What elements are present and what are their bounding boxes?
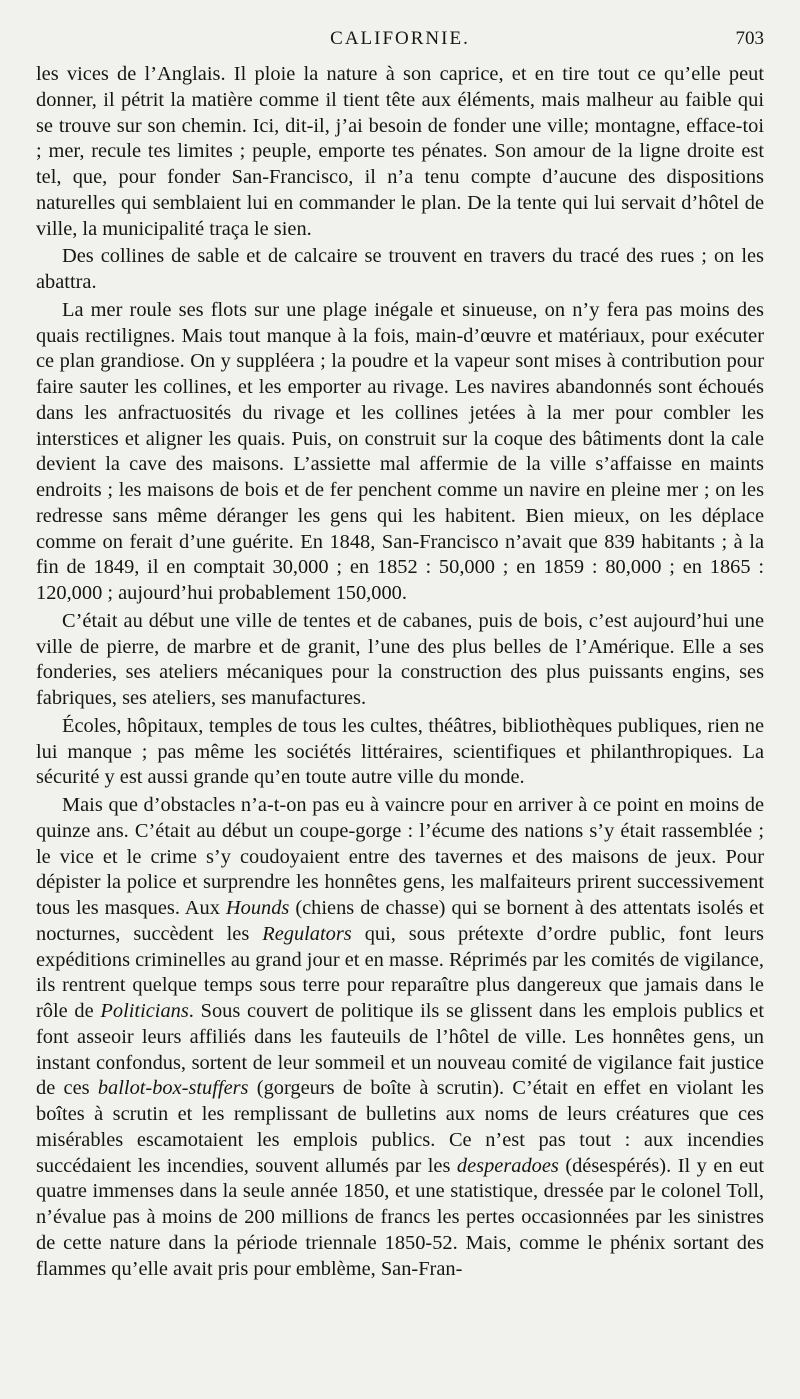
text-run: (désespérés). Il y en eut quatre immenses dans la seule année 1850, et une statistique, dressée par le colonel Toll, n’évalue pas à moins de 200 millions de francs les pertes occasionnées par les sinistres de cette nature dans la période triennale 1850-52. Mais, comme le phénix sortant des flammes qu’elle avait pris pour emblème, San-Fran- — [36, 1154, 764, 1280]
text-run: . Sous couvert de politique ils se glissent dans les emplois publics et font asseoir leurs affiliés dans les fauteuils de l’hôtel de ville. Les honnêtes gens, un instant confondus, sortent de leur sommeil et un nouveau comité de vigilance fait justice de ces — [36, 1000, 764, 1100]
text-run: Des collines de sable et de calcaire se trouvent en travers du tracé des rues ; on les abattra. — [36, 245, 764, 293]
paragraph — [36, 793, 764, 1282]
text-run: La mer roule ses flots sur une plage inégale et sinueuse, on n’y fera pas moins des quais rectilignes. Mais tout manque à la fois, main-d’œuvre et matériaux, pour exécuter ce plan grandiose. On y suppléera ; la poudre et la vapeur sont mises à contribution pour faire sauter les collines, et les emporter au rivage. Les navires abandonnés sont échoués dans les anfractuosités du rivage et les collines jetées à la mer pour combler les interstices et aligner les quais. Puis, on construit sur la coque des bâtiments dont la cale devient la cave des maisons. L’assiette mal affermie de la ville s’affaisse en maints endroits ; les maisons de bois et de fer penchent comme un navire en pleine mer ; on les redresse sans même déranger les gens qui les habitent. Bien mieux, on les déplace comme on ferait d’une guérite. En 1848, San-Francisco n’avait que 839 habitants ; à la fin de 1849, il en comptait 30,000 ; en 1852 : 50,000 ; en 1859 : 80,000 ; en 1865 : 120,000 ; aujourd’hui probablement 150,000. — [36, 298, 764, 604]
italic-term: Politicians — [100, 1000, 189, 1022]
text-run: Écoles, hôpitaux, temples de tous les cultes, théâtres, bibliothèques publiques, rien ne lui manque ; pas même les sociétés littéraires, scientifiques et philanthropiques. La sécurité y est aussi grande qu’en toute autre ville du monde. — [36, 714, 764, 789]
page-number: 703 — [735, 28, 764, 49]
page-header — [36, 28, 764, 62]
running-title: CALIFORNIE. — [330, 28, 470, 49]
body-text — [36, 62, 764, 1282]
paragraph — [36, 298, 764, 607]
italic-term: Hounds — [225, 897, 290, 919]
text-run: les vices de l’Anglais. Il ploie la nature à son caprice, et en tire tout ce qu’elle peut donner, il pétrit la matière comme il tient tête aux éléments, mais malheur au faible qui se trouve sur son chemin. Ici, dit-il, j’ai besoin de fonder une ville; montagne, efface-toi ; mer, recule tes limites ; peuple, emporte tes pénates. Son amour de la ligne droite est tel, que, pour fonder San-Francisco, il n’a tenu compte d’aucune des dispositions naturelles qui semblaient lui en commander le plan. De la tente qui lui servait d’hôtel de ville, la municipalité traça le sien. — [36, 63, 764, 240]
paragraph — [36, 714, 764, 791]
paragraph — [36, 244, 764, 296]
paragraph — [36, 62, 764, 242]
italic-term: ballot-box-stuffers — [97, 1077, 249, 1100]
text-run: (chiens de chasse) qui se bornent à des attentats isolés et nocturnes, succèdent les — [36, 897, 765, 945]
text-run: (gorgeurs de boîte à scrutin). C’était en effet en violant les boîtes à scrutin et les remplissant de bulletins aux noms de leurs créatures que ces misérables escamotaient les emplois publics. Ce n’est pas tout : aux incendies succédaient les incendies, souvent allumés par les — [36, 1077, 764, 1177]
italic-term: desperadoes — [456, 1154, 559, 1177]
text-run: Mais que d’obstacles n’a-t-on pas eu à vaincre pour en arriver à ce point en moins de quinze ans. C’était au début un coupe-gorge : l’écume des nations s’y était rassemblée ; le vice et le crime s’y coudoyaient entre des tavernes et des maisons de jeux. Pour dépister la police et surprendre les honnêtes gens, les malfaiteurs prirent successivement tous les masques. Aux — [36, 794, 764, 919]
italic-term: Regulators — [262, 922, 352, 945]
text-run: C’était au début une ville de tentes et de cabanes, puis de bois, c’est aujourd’hui une ville de pierre, de marbre et de granit, l’une des plus belles de l’Amérique. Elle a ses fonderies, ses ateliers mécaniques pour la construction des plus puissants engins, ses fabriques, ses ateliers, ses manufactures. — [36, 609, 764, 709]
paragraph — [36, 609, 764, 712]
text-run: qui, sous prétexte d’ordre public, font leurs expéditions criminelles au grand jour et en masse. Réprimés par les comités de vigilance, ils rentrent quelque temps sous terre pour reparaître plus dangereux que jamais dans le rôle de — [36, 922, 764, 1022]
